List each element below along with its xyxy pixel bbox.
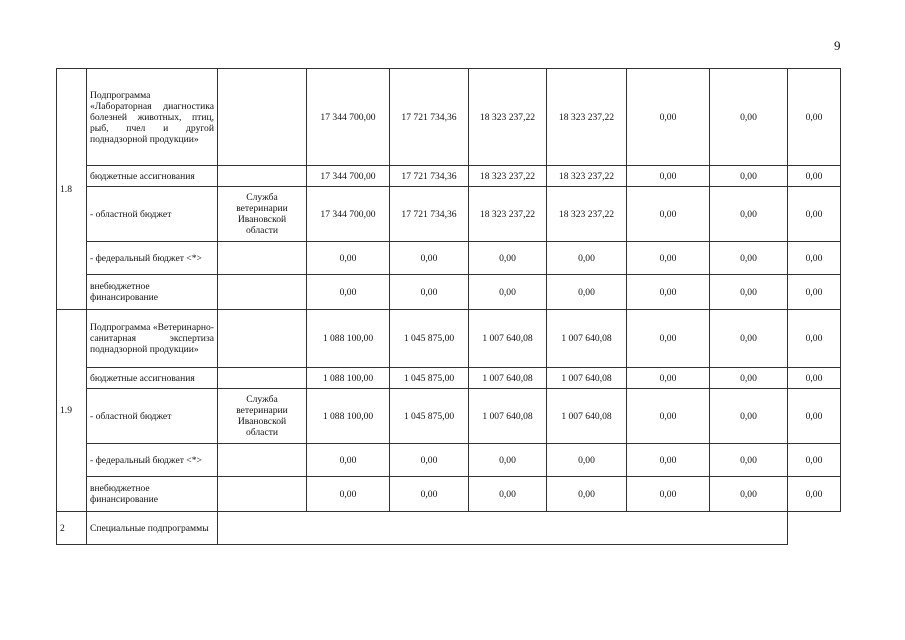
table-row <box>57 242 841 275</box>
value-cell: 17 721 734,36 <box>390 166 469 187</box>
executor-cell <box>218 166 307 187</box>
value-cell: 18 323 237,22 <box>547 69 627 166</box>
value-cell: 18 323 237,22 <box>469 166 547 187</box>
value-cell: 0,00 <box>710 187 788 242</box>
executor-cell: Служба ветеринарии Ивановской области <box>218 187 307 242</box>
value-cell: 0,00 <box>307 242 390 275</box>
executor-cell <box>218 242 307 275</box>
value-cell: 1 045 875,00 <box>390 368 469 389</box>
row-name: - федеральный бюджет <*> <box>87 242 218 275</box>
table-row <box>57 69 841 166</box>
value-cell: 1 045 875,00 <box>390 310 469 368</box>
row-name: бюджетные ассигнования <box>87 166 218 187</box>
empty-merged-cell <box>218 512 788 545</box>
value-cell: 1 007 640,08 <box>547 310 627 368</box>
value-cell: 0,00 <box>307 275 390 310</box>
value-cell: 1 007 640,08 <box>469 368 547 389</box>
value-cell: 0,00 <box>390 275 469 310</box>
table-row <box>57 444 841 477</box>
value-cell: 0,00 <box>788 187 841 242</box>
value-cell: 1 007 640,08 <box>547 389 627 444</box>
value-cell: 0,00 <box>788 69 841 166</box>
value-cell: 0,00 <box>627 310 710 368</box>
value-cell: 0,00 <box>627 389 710 444</box>
value-cell: 0,00 <box>469 444 547 477</box>
row-name: - областной бюджет <box>87 187 218 242</box>
value-cell: 0,00 <box>710 275 788 310</box>
value-cell: 0,00 <box>547 477 627 512</box>
value-cell: 0,00 <box>469 477 547 512</box>
value-cell: 0,00 <box>547 275 627 310</box>
value-cell: 0,00 <box>627 444 710 477</box>
value-cell: 0,00 <box>627 166 710 187</box>
row-number: 2 <box>57 512 87 545</box>
value-cell: 17 721 734,36 <box>390 69 469 166</box>
table-row <box>57 389 841 444</box>
value-cell: 18 323 237,22 <box>469 187 547 242</box>
value-cell: 18 323 237,22 <box>547 166 627 187</box>
value-cell: 1 088 100,00 <box>307 389 390 444</box>
row-name: Специальные подпрограммы <box>87 512 218 545</box>
value-cell: 0,00 <box>469 242 547 275</box>
value-cell: 0,00 <box>390 242 469 275</box>
value-cell: 0,00 <box>788 444 841 477</box>
value-cell: 0,00 <box>710 444 788 477</box>
budget-table <box>56 68 841 545</box>
value-cell: 0,00 <box>710 477 788 512</box>
table-row <box>57 187 841 242</box>
value-cell: 0,00 <box>788 310 841 368</box>
value-cell: 0,00 <box>390 477 469 512</box>
row-name: внебюджетное финансирование <box>87 477 218 512</box>
value-cell: 18 323 237,22 <box>547 187 627 242</box>
value-cell: 1 045 875,00 <box>390 389 469 444</box>
value-cell: 17 721 734,36 <box>390 187 469 242</box>
table-row <box>57 368 841 389</box>
value-cell: 0,00 <box>788 477 841 512</box>
row-name: бюджетные ассигнования <box>87 368 218 389</box>
value-cell: 0,00 <box>788 275 841 310</box>
value-cell: 1 007 640,08 <box>469 389 547 444</box>
value-cell: 1 007 640,08 <box>469 310 547 368</box>
value-cell: 1 088 100,00 <box>307 310 390 368</box>
value-cell: 0,00 <box>788 242 841 275</box>
value-cell: 0,00 <box>307 444 390 477</box>
value-cell: 0,00 <box>469 275 547 310</box>
table-row <box>57 166 841 187</box>
value-cell: 0,00 <box>788 389 841 444</box>
value-cell: 0,00 <box>307 477 390 512</box>
table-row <box>57 310 841 368</box>
row-number: 1.8 <box>57 69 87 310</box>
row-name: - областной бюджет <box>87 389 218 444</box>
value-cell: 0,00 <box>627 477 710 512</box>
value-cell: 18 323 237,22 <box>469 69 547 166</box>
value-cell: 0,00 <box>710 368 788 389</box>
page-number: 9 <box>834 38 841 53</box>
blank-cell <box>788 512 841 545</box>
value-cell: 0,00 <box>627 368 710 389</box>
executor-cell <box>218 69 307 166</box>
executor-cell <box>218 477 307 512</box>
value-cell: 0,00 <box>627 69 710 166</box>
value-cell: 0,00 <box>390 444 469 477</box>
executor-cell <box>218 275 307 310</box>
value-cell: 0,00 <box>710 389 788 444</box>
value-cell: 17 344 700,00 <box>307 166 390 187</box>
value-cell: 0,00 <box>788 368 841 389</box>
value-cell: 0,00 <box>547 242 627 275</box>
value-cell: 0,00 <box>710 69 788 166</box>
value-cell: 0,00 <box>710 310 788 368</box>
row-name: внебюджетное финансирование <box>87 275 218 310</box>
value-cell: 1 088 100,00 <box>307 368 390 389</box>
row-name: - федеральный бюджет <*> <box>87 444 218 477</box>
value-cell: 0,00 <box>627 242 710 275</box>
value-cell: 17 344 700,00 <box>307 69 390 166</box>
value-cell: 0,00 <box>627 187 710 242</box>
table-row <box>57 477 841 512</box>
row-name: Подпрограмма «Ветеринарно-санитарная экспертиза поднадзорной продукции» <box>87 310 218 368</box>
value-cell: 17 344 700,00 <box>307 187 390 242</box>
section-row <box>57 512 841 545</box>
value-cell: 1 007 640,08 <box>547 368 627 389</box>
row-number: 1.9 <box>57 310 87 512</box>
value-cell: 0,00 <box>710 242 788 275</box>
value-cell: 0,00 <box>627 275 710 310</box>
table-row <box>57 275 841 310</box>
executor-cell: Служба ветеринарии Ивановской области <box>218 389 307 444</box>
executor-cell <box>218 310 307 368</box>
executor-cell <box>218 368 307 389</box>
executor-cell <box>218 444 307 477</box>
value-cell: 0,00 <box>710 166 788 187</box>
value-cell: 0,00 <box>788 166 841 187</box>
value-cell: 0,00 <box>547 444 627 477</box>
row-name: Подпрограмма «Лабораторная диагностика болезней животных, птиц, рыб, пчел и другой поднадзорной продукции» <box>87 69 218 166</box>
